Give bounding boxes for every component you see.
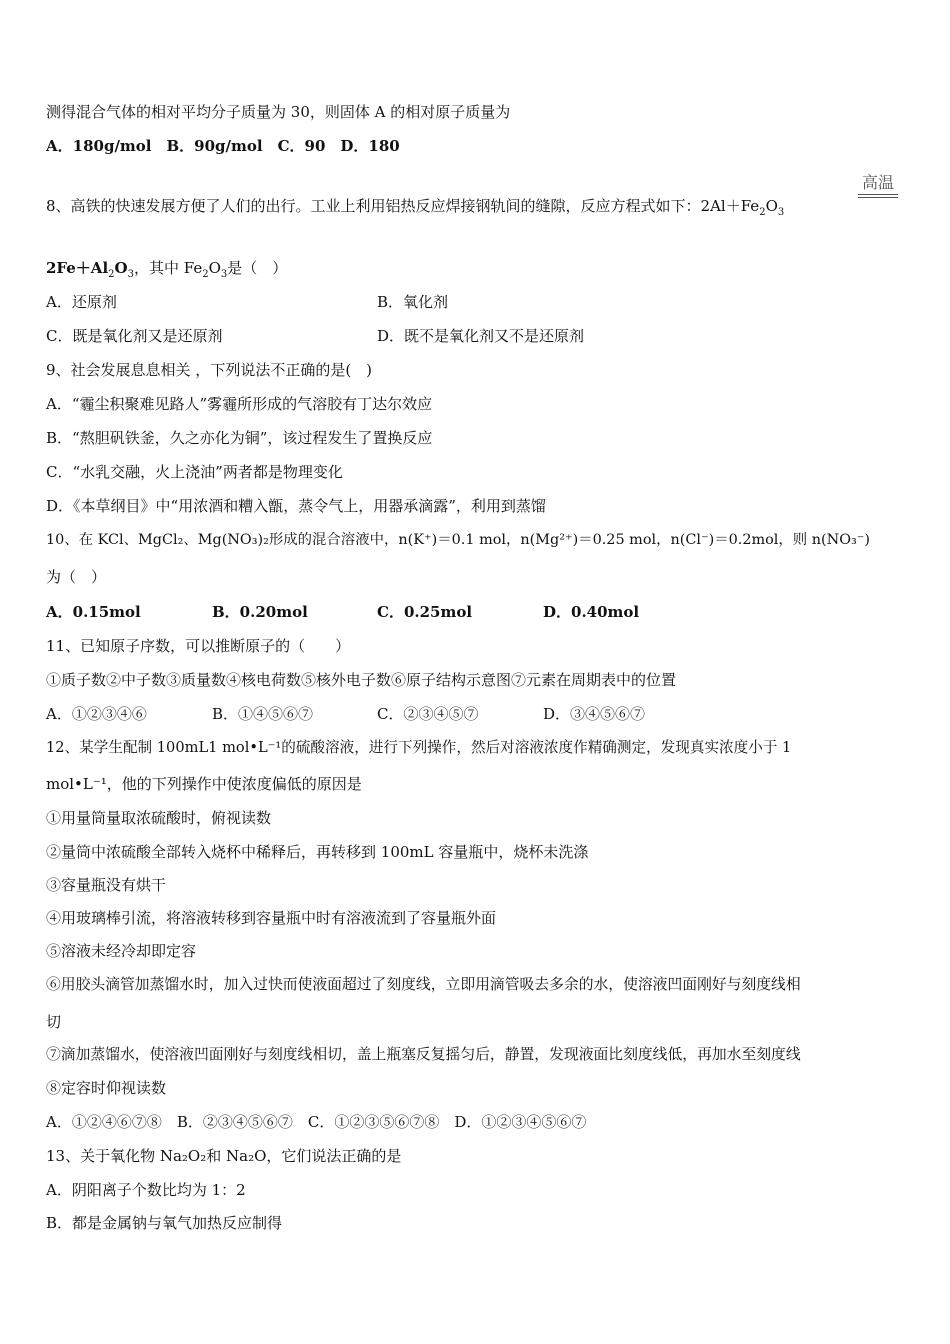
q12-options: A．①②④⑥⑦⑧ B．②③④⑤⑥⑦ C．①②③⑤⑥⑦⑧ D．①②③④⑤⑥⑦ bbox=[46, 1113, 587, 1131]
q10-option-b: B．0.20mol bbox=[212, 603, 308, 621]
q9-option-b: B．“熬胆矾铁釜，久之亦化为铜”，该过程发生了置换反应 bbox=[46, 429, 433, 447]
q11-items: ①质子数②中子数③质量数④核电荷数⑤核外电子数⑥原子结构示意图⑦元素在周期表中的位置 bbox=[46, 671, 677, 689]
question-10: 10、在 KCl、MgCl₂、Mg(NO₃)₂形成的混合溶液中，n(K⁺)＝0.1 mol，n(Mg²⁺)＝0.25 mol，n(Cl⁻)＝0.2mol，则 n(NO₃⁻) bbox=[46, 532, 870, 548]
q9-option-d: D．《本草纲目》中“用浓酒和糟入甑，蒸令气上，用器承滴露”，利用到蒸馏 bbox=[46, 497, 546, 515]
q12-item-4: ④用玻璃棒引流，将溶液转移到容量瓶中时有溶液流到了容量瓶外面 bbox=[46, 909, 497, 927]
equation-part: ，其中 Fe bbox=[133, 259, 203, 277]
q12-item-7: ⑦滴加蒸馏水，使溶液凹面刚好与刻度线相切，盖上瓶塞反复摇匀后，静置，发现液面比刻度线低，再加水至刻度线 bbox=[46, 1046, 801, 1063]
question-12-cont: mol•L⁻¹，他的下列操作中使浓度偏低的原因是 bbox=[46, 775, 362, 793]
condition-arrow bbox=[858, 194, 898, 198]
q10-option-d: D．0.40mol bbox=[543, 603, 640, 621]
question-9: 9、社会发展息息相关 ，下列说法不正确的是( ) bbox=[46, 361, 373, 379]
subscript: 2 bbox=[202, 269, 209, 280]
reaction-condition bbox=[858, 170, 898, 198]
question-10-cont: 为（ ） bbox=[46, 568, 107, 586]
q13-option-a: A．阴阳离子个数比均为 1：2 bbox=[46, 1181, 246, 1199]
q12-item-8: ⑧定容时仰视读数 bbox=[46, 1079, 167, 1097]
q12-item-1: ①用量筒量取浓硫酸时，俯视读数 bbox=[46, 809, 272, 827]
q11-option-b: B．①④⑤⑥⑦ bbox=[212, 705, 314, 723]
q12-item-6: ⑥用胶头滴管加蒸馏水时，加入过快而使液面超过了刻度线，立即用滴管吸去多余的水，使溶液凹面刚好与刻度线相 bbox=[46, 976, 801, 993]
q11-option-d: D．③④⑤⑥⑦ bbox=[543, 705, 646, 723]
equation-part: O bbox=[114, 259, 128, 277]
condition-label: 高温 bbox=[861, 173, 894, 192]
q11-option-a: A．①②③④⑥ bbox=[46, 705, 147, 723]
subscript: 3 bbox=[777, 207, 785, 218]
q10-option-a: A．0.15mol bbox=[46, 603, 141, 621]
q12-item-6-cont: 切 bbox=[46, 1013, 62, 1031]
subscript: 2 bbox=[759, 207, 766, 218]
answer-options: A．180g/mol B．90g/mol C．90 D．180 bbox=[46, 137, 400, 155]
question-8 bbox=[46, 196, 784, 216]
equation-part: 是（ ） bbox=[227, 259, 288, 277]
q8-option-c: C．既是氧化剂又是还原剂 bbox=[46, 327, 223, 345]
q9-option-a: A．“霾尘积聚难见路人”雾霾所形成的气溶胶有丁达尔效应 bbox=[46, 395, 433, 413]
subscript: 3 bbox=[220, 269, 228, 280]
q11-option-c: C．②③④⑤⑦ bbox=[377, 705, 479, 723]
q9-option-c: C．“水乳交融，火上浇油”两者都是物理变化 bbox=[46, 463, 343, 481]
question-13: 13、关于氧化物 Na₂O₂和 Na₂O，它们说法正确的是 bbox=[46, 1147, 402, 1165]
question-11: 11、已知原子序数，可以推断原子的（ ） bbox=[46, 637, 351, 655]
q13-option-b: B．都是金属钠与氧气加热反应制得 bbox=[46, 1214, 283, 1232]
subscript: 3 bbox=[127, 269, 134, 280]
question-12: 12、某学生配制 100mL1 mol•L⁻¹的硫酸溶液，进行下列操作，然后对溶液浓度作精确测定，发现真实浓度小于 1 bbox=[46, 739, 792, 756]
equation-part: 2Fe＋Al bbox=[46, 259, 109, 277]
question-8-equation bbox=[46, 258, 287, 278]
q8-text: 8、高铁的快速发展方便了人们的出行。工业上利用铝热反应焊接钢轨间的缝隙，反应方程式如下：2Al＋Fe bbox=[46, 197, 760, 215]
subscript: 2 bbox=[108, 269, 115, 280]
q12-item-2: ②量筒中浓硫酸全部转入烧杯中稀释后，再转移到 100mL 容量瓶中，烧杯未洗涤 bbox=[46, 843, 589, 861]
q12-item-3: ③容量瓶没有烘干 bbox=[46, 876, 167, 894]
q8-option-d: D．既不是氧化剂又不是还原剂 bbox=[377, 327, 585, 345]
text-line: 测得混合气体的相对平均分子质量为 30，则固体 A 的相对原子质量为 bbox=[46, 103, 511, 121]
q8-text-end: O bbox=[765, 197, 778, 215]
q8-option-a: A．还原剂 bbox=[46, 293, 117, 311]
q8-option-b: B．氧化剂 bbox=[377, 293, 449, 311]
equation-part: O bbox=[208, 259, 221, 277]
q12-item-5: ⑤溶液未经冷却即定容 bbox=[46, 942, 197, 960]
q10-option-c: C．0.25mol bbox=[377, 603, 473, 621]
